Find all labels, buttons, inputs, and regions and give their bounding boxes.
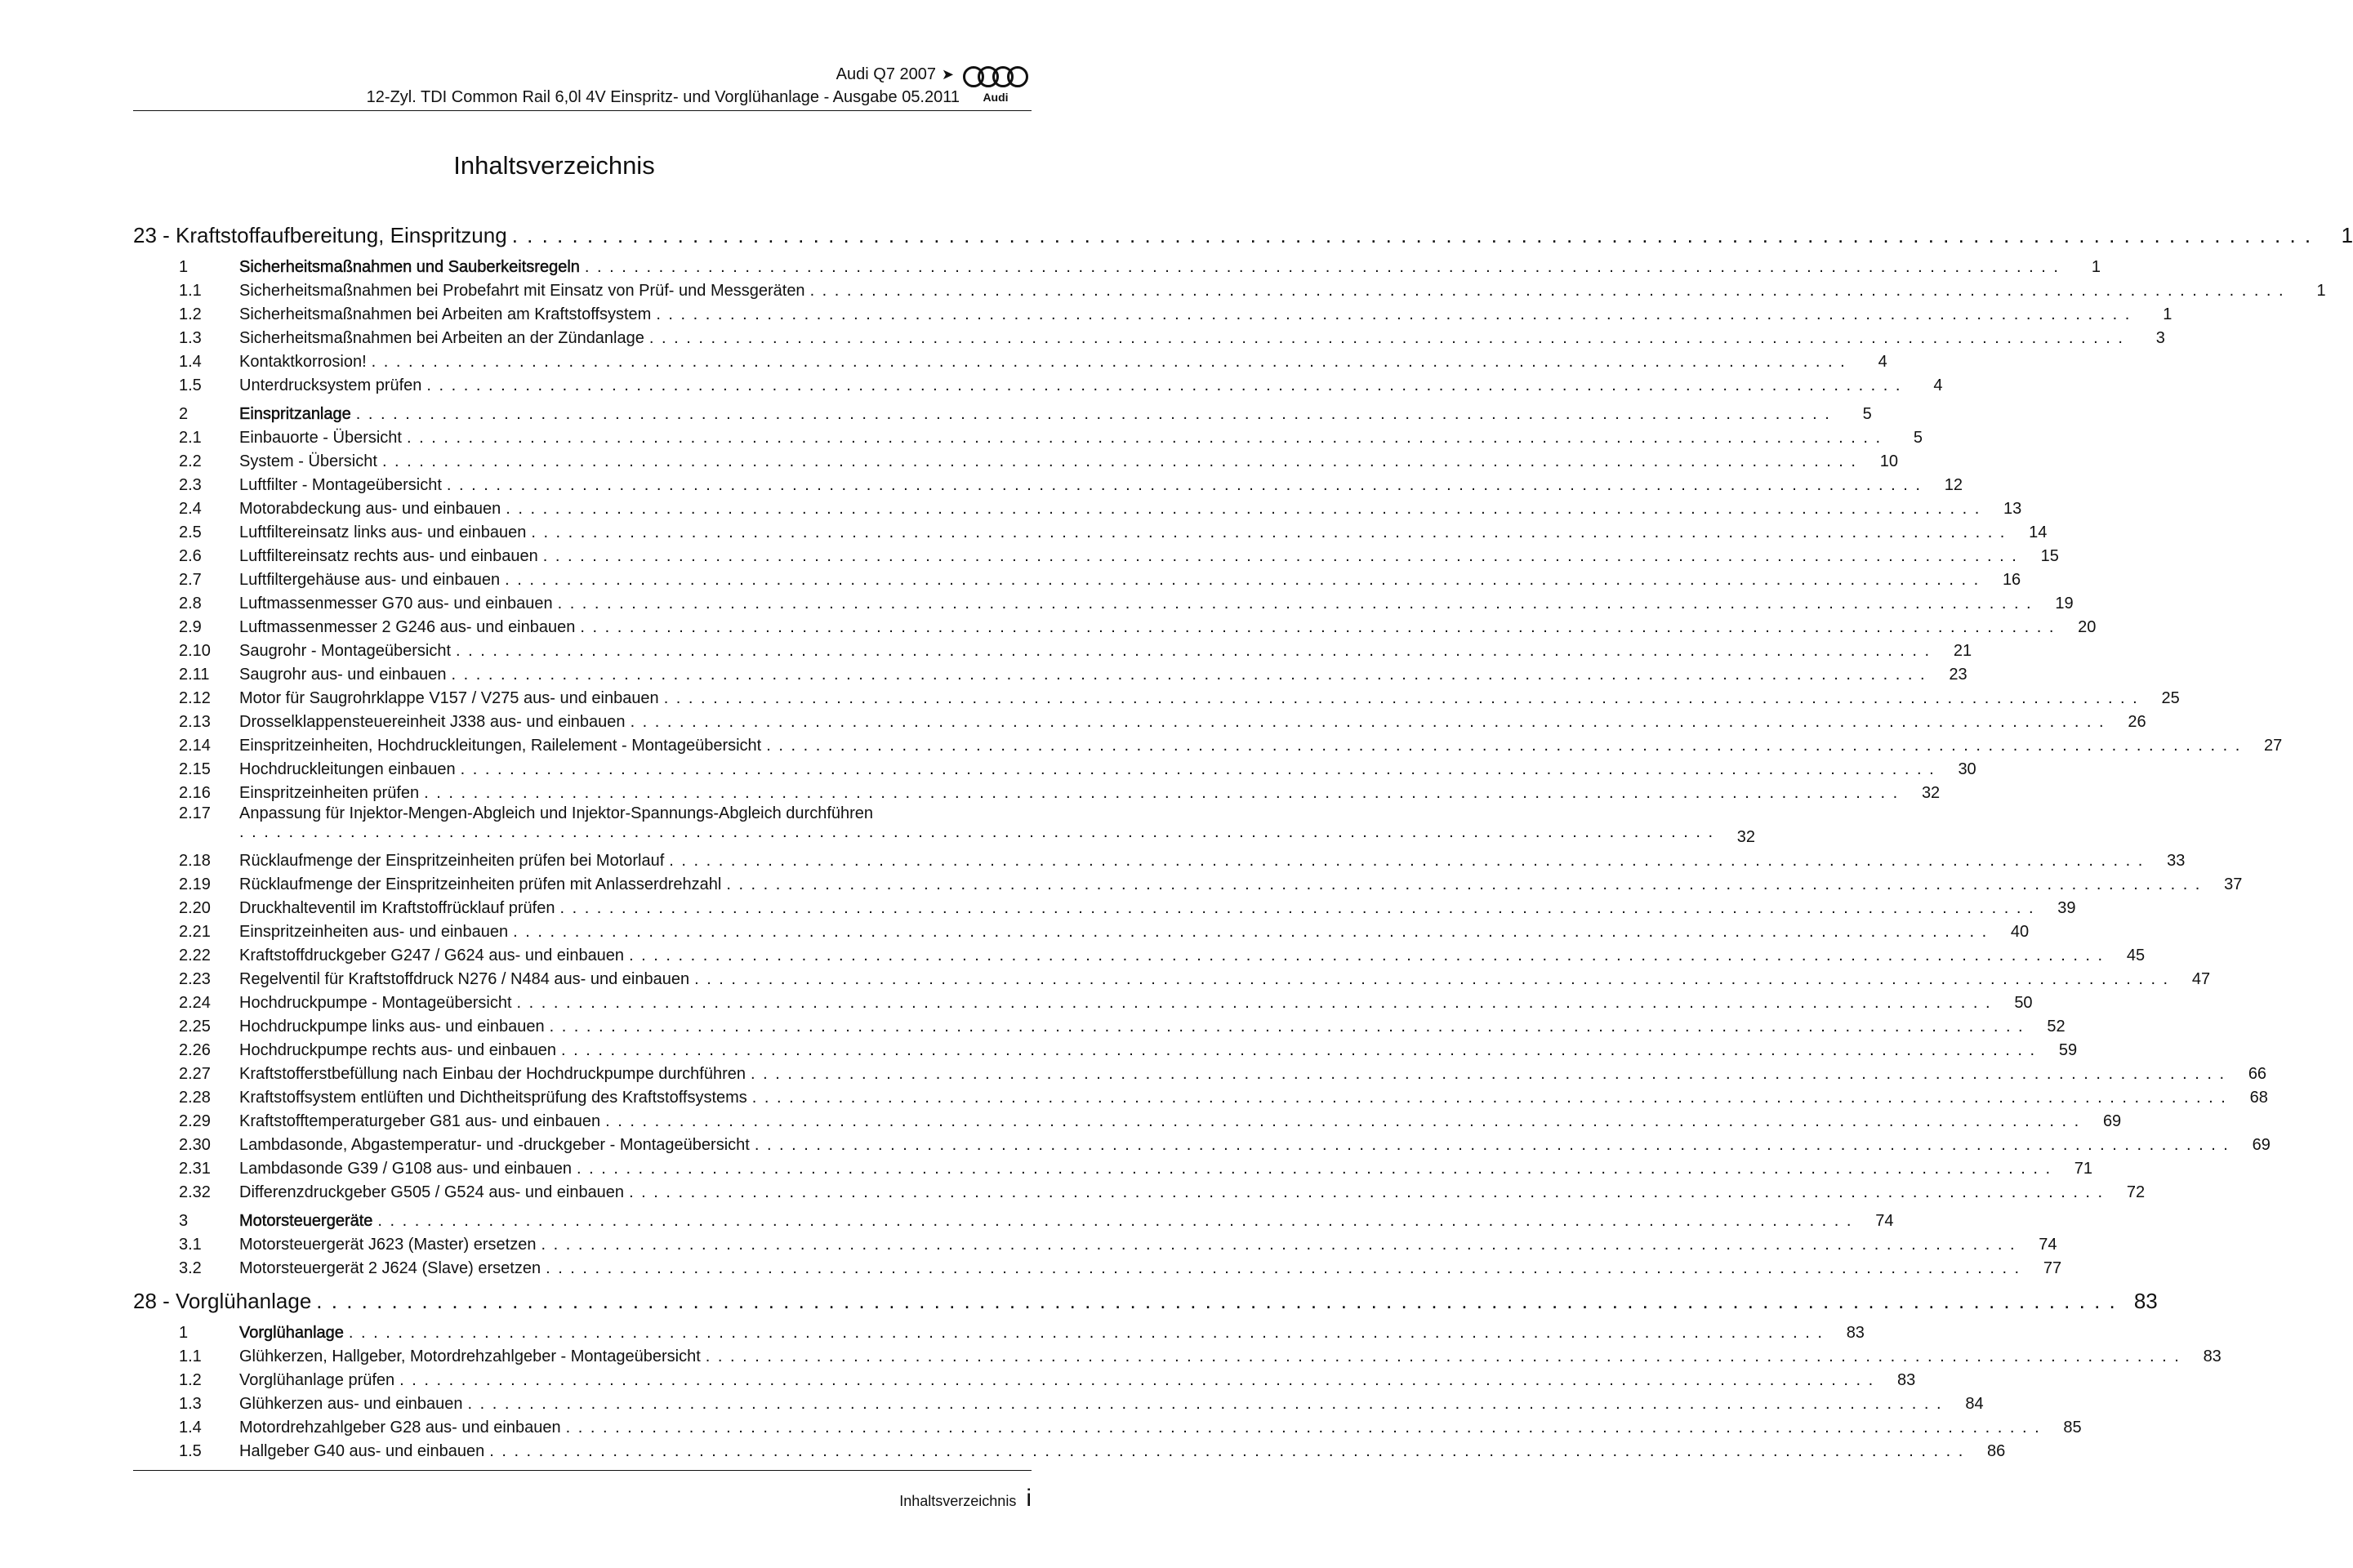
footer-label: Inhaltsverzeichnis bbox=[899, 1493, 1017, 1509]
toc-entry-number: 2.11 bbox=[179, 666, 210, 684]
toc-entry-number: 2.15 bbox=[179, 760, 211, 778]
toc-entry[interactable] bbox=[133, 847, 2186, 871]
toc-entry-title: Kraftstoffsystem entlüften und Dichtheitsprüfung des Kraftstoffsystems bbox=[239, 1089, 747, 1107]
toc-section[interactable] bbox=[133, 395, 1872, 424]
toc-entry-page: 74 bbox=[2039, 1236, 2057, 1254]
dot-leader: . . . . . . . . . . . . . . . . . . . . . . . . . . . . . . . . . . . . . . . . . . . . . . . . . . . . . . . . . . . . . . . . . . . . . . . . . . . . . . . . . . . . . . . . . . . . . . . . . . . . . . . . . . . . . . . . . . . . . . . . bbox=[399, 1371, 1875, 1389]
dot-leader: . . . . . . . . . . . . . . . . . . . . . . . . . . . . . . . . . . . . . . . . . . . . . . . . . . . . . . . . . . . . . . . . . . . . . . . . . . . . . . . . . . . . . . . . . . . . . . . . . . . . . . . . . . . . . . . . . . . . . . . . bbox=[656, 305, 2132, 323]
toc-entry-page: 1 bbox=[2316, 282, 2326, 300]
toc-entry[interactable] bbox=[133, 301, 2173, 324]
toc-entry-page: 39 bbox=[2057, 899, 2076, 917]
toc-entry-number: 2.18 bbox=[179, 852, 211, 870]
toc-section[interactable] bbox=[133, 1202, 1894, 1231]
toc-entry-title: 23 - Kraftstoffaufbereitung, Einspritzung bbox=[133, 223, 507, 247]
toc-entry-number: 2.24 bbox=[179, 994, 211, 1012]
toc-entry-title: Sicherheitsmaßnahmen bei Probefahrt mit Einsatz von Prüf- und Messgeräten bbox=[239, 282, 805, 300]
toc-entry-number: 2.1 bbox=[179, 429, 202, 447]
toc-entry-number: 2.29 bbox=[179, 1112, 211, 1130]
toc-entry-number: 2.2 bbox=[179, 452, 202, 470]
toc-entry[interactable] bbox=[133, 372, 1943, 395]
toc-entry-title: Lambdasonde G39 / G108 aus- und einbauen bbox=[239, 1160, 572, 1178]
page-footer bbox=[899, 1485, 1032, 1512]
toc-entry-number: 2.20 bbox=[179, 899, 211, 917]
dot-leader: . . . . . . . . . . . . . . . . . . . . . . . . . . . . . . . . . . . . . . . . . . . . . . . . . . . . . . . . . . . . . . . . . . . . . . . . . . . . . . . . . . . . . . . . . . . . . . . . . . . . . . . . . . . . . . . . . . . . . . . . bbox=[705, 1348, 2181, 1365]
dot-leader: . . . . . . . . . . . . . . . . . . . . . . . . . . . . . . . . . . . . . . . . . . . . . . . . . . . . . . . . . . . . . . . . . . . . . . . . . . . . . . . . . . . . . . . . . . . . . . . . . . . . . . . . . . . . . . . . . . . . . . . . bbox=[460, 760, 1936, 778]
toc-entry[interactable] bbox=[133, 1437, 2006, 1461]
header-divider bbox=[133, 110, 1032, 111]
dot-leader: . . . . . . . . . . . . . . . . . . . . . . . . . . . . . . . . . . . . . . . . . . . . . . . . . . . . . . . . . . . . . . . . . . . . . . . . . . . . . . . . . . . . . . . . . . . . . . . . . . . . . . . . . . . . . . . . . . . . . . . . bbox=[565, 1419, 2041, 1437]
dot-leader: . . . . . . . . . . . . . . . . . . . . . . . . . . . . . . . . . . . . . . . . . . . . . . . . . . . . . . . . . . . . . . . . . . . . . . . . . . . . . . . . . . . . . . . . . . . . . . . . . . . . . . . . . . . . . . . . . . . . . . . . bbox=[766, 737, 2242, 755]
toc-entry-page: 14 bbox=[2029, 523, 2048, 541]
toc-entry-page: 27 bbox=[2264, 737, 2283, 755]
toc-entry[interactable] bbox=[133, 1107, 2122, 1131]
toc-entry[interactable] bbox=[133, 1013, 2066, 1036]
toc-entry-number: 1.4 bbox=[179, 353, 202, 371]
toc-entry-number: 3.1 bbox=[179, 1236, 202, 1254]
toc-entry-page: 26 bbox=[2128, 713, 2146, 731]
toc-entry[interactable] bbox=[133, 324, 2165, 348]
footer-divider bbox=[133, 1470, 1032, 1471]
dot-leader: . . . . . . . . . . . . . . . . . . . . . . . . . . . . . . . . . . . . . . . . . . . . . . . . . . . . . . . . . . . . . . . . . . . . . . . . . . . . . . . . . . . . . . . . . . . . . . . . . . . . . . . . . . . . . . . . . . . . . . . . bbox=[648, 329, 2124, 347]
dot-leader: . . . . . . . . . . . . . . . . . . . . . . . . . . . . . . . . . . . . . . . . . . . . . . . . . . . . . . . . . . . . . . . . . . . . . . . . . . . . . . . . . . . . . . . . . . . . . . . . . . . . . . . . . . . . . . . . . . . . . . . . bbox=[669, 852, 2145, 870]
toc-entry-number: 1.1 bbox=[179, 1348, 202, 1365]
toc-entry[interactable] bbox=[133, 424, 1923, 448]
toc-entry-page: 83 bbox=[1846, 1324, 1865, 1342]
dot-leader: . . . . . . . . . . . . . . . . . . . . . . . . . . . . . . . . . . . . . . . . . . . . . . . . . . . . . . . . . . . . . . . . . . . . . . . . . . . . . . . . . . . . . . . . . . . . . . . . . . . . . . . . . . . . . . . . . . . . . . . . bbox=[371, 353, 1847, 371]
toc-entry-title: Einspritzanlage bbox=[239, 405, 351, 423]
toc-entry-page: 68 bbox=[2249, 1089, 2268, 1107]
toc-entry-number: 2.17 bbox=[179, 804, 211, 822]
dot-leader: . . . . . . . . . . . . . . . . . . . . . . . . . . . . . . . . . . . . . . . . . . . . . . . . . . . . . . . . . . . . . . . . . . . . . . . . . . . . . . . . . . . . . . . . . . . . . . . . . . . . . . . . . . . . . . . . . . . . . . . . bbox=[559, 899, 2035, 917]
toc-entry-title: Unterdrucksystem prüfen bbox=[239, 376, 422, 394]
toc-entry-page: 85 bbox=[2063, 1419, 2082, 1437]
dot-leader: . . . . . . . . . . . . . . . . . . . . . . . . . . . . . . . . . . . . . . . . . . . . . . . . . . . . . . . . . . . . . . . . . . . . . . . . . . . . . . . . . . . . . . . . . . . . . . . . . . . . . . . . . . . . . . . . . . . . . . . . bbox=[629, 947, 2105, 964]
toc-entry-title: Kraftstoffdruckgeber G247 / G624 aus- und einbauen bbox=[239, 947, 625, 964]
toc-entry-number: 1.2 bbox=[179, 1371, 202, 1389]
toc-entry[interactable] bbox=[133, 942, 2146, 965]
toc-entry[interactable] bbox=[133, 755, 1976, 779]
toc-entry-title: Motorsteuergerät 2 J624 (Slave) ersetzen bbox=[239, 1259, 541, 1277]
toc-entry-title: Motordrehzahlgeber G28 aus- und einbauen bbox=[239, 1419, 561, 1437]
toc-entry-title: Luftfiltereinsatz links aus- und einbauen bbox=[239, 523, 527, 541]
toc-entry[interactable] bbox=[133, 590, 2074, 613]
toc-entry-title: Sicherheitsmaßnahmen bei Arbeiten an der Zündanlage bbox=[239, 329, 644, 347]
toc-entry[interactable] bbox=[133, 1414, 2082, 1437]
toc-entry[interactable] bbox=[133, 918, 2030, 942]
toc-entry[interactable] bbox=[133, 1060, 2267, 1084]
toc-entry-page: 71 bbox=[2074, 1160, 2093, 1178]
toc-entry[interactable] bbox=[133, 661, 1968, 684]
toc-entry-title: Luftmassenmesser 2 G246 aus- und einbauen bbox=[239, 618, 576, 636]
toc-entry[interactable] bbox=[133, 871, 2243, 894]
toc-entry-page: 4 bbox=[1933, 376, 1943, 394]
toc-entry-title: Hochdruckpumpe rechts aus- und einbauen bbox=[239, 1041, 557, 1059]
toc-entry-number: 1.2 bbox=[179, 305, 202, 323]
toc-entry-page: 37 bbox=[2224, 875, 2243, 893]
dot-leader: . . . . . . . . . . . . . . . . . . . . . . . . . . . . . . . . . . . . . . . . . . . . . . . . . . . . . . . . . . . . . . . . . . . . . . . . . . . . . . . . . . . . . . . . . . . . . . . . . . . . . . . . . . . . . . . . . . . . . . . . bbox=[489, 1442, 1965, 1460]
toc-section[interactable] bbox=[133, 248, 2101, 277]
dot-leader: . . . . . . . . . . . . . . . . . . . . . . . . . . . . . . . . . . . . . . . . . . . . . . . . . . . . . . . . . . . . . . . . . . . . . . . . . . . . . . . . . . . . . . . . . . . . . . . . . . . . . . . . . . . . . . . . . . . . . . . . bbox=[605, 1112, 2081, 1130]
toc-entry-number: 2.25 bbox=[179, 1018, 211, 1036]
logo-wordmark: Audi bbox=[983, 91, 1009, 104]
toc-entry-number: 1.4 bbox=[179, 1419, 202, 1437]
dot-leader: . . . . . . . . . . . . . . . . . . . . . . . . . . . . . . . . . . . . . . . . . . . . . . . . . . . . . . . . . . . . . . . . . . . . . . . . . . . . . . . . . . . . . . . . . . . . . . . . . . . . . . . . . . . . . . . . . . . . . . . . bbox=[694, 970, 2170, 988]
header-model: Audi Q7 2007 bbox=[836, 65, 936, 83]
toc-entry-title: Anpassung für Injektor-Mengen-Abgleich und Injektor-Spannungs-Abgleich durchführen bbox=[239, 804, 874, 822]
toc-entry-number: 2.6 bbox=[179, 547, 202, 565]
toc-entry[interactable] bbox=[133, 277, 2326, 301]
dot-leader: . . . . . . . . . . . . . . . . . . . . . . . . . . . . . . . . . . . . . . . . . . . . . . . . . . . . . . . . . . . . . . . . . . . . . . . . . . . . . . . . . . . . . . . . . . . . . . . . . . . . . . . . . . . . . . . . . . . . . . . . bbox=[542, 547, 2018, 565]
audi-logo-icon bbox=[961, 64, 1032, 105]
toc-entry-title: Motorsteuergeräte bbox=[239, 1212, 373, 1230]
toc-entry-page: 25 bbox=[2161, 689, 2180, 707]
dot-leader: . . . . . . . . . . . . . . . . . . . . . . . . . . . . . . . . . . . . . . . . . . . . . . . . . . . . . . . . . . . . . . . . . . . . . . . . . . . . . . . . . . . . . . . . . . . . . . . . . . . . . . . . . . . . . . . . . . . . . . . . bbox=[456, 642, 1932, 660]
toc-entry-page: 10 bbox=[1879, 452, 1898, 470]
toc-entry-title: Hallgeber G40 aus- und einbauen bbox=[239, 1442, 485, 1460]
toc-entry-number: 2.32 bbox=[179, 1183, 211, 1201]
toc-entry-title: Glühkerzen, Hallgeber, Motordrehzahlgeber - Montageübersicht bbox=[239, 1348, 701, 1365]
toc-entry[interactable] bbox=[133, 708, 2146, 732]
footer-page-number: i bbox=[1026, 1485, 1032, 1512]
toc-entry-title: Motorabdeckung aus- und einbauen bbox=[239, 500, 501, 518]
page-header bbox=[133, 64, 1032, 109]
toc-entry-title: System - Übersicht bbox=[239, 452, 377, 470]
toc-entry-title: Kontaktkorrosion! bbox=[239, 353, 367, 371]
toc-entry-title: Motorsteuergerät J623 (Master) ersetzen bbox=[239, 1236, 537, 1254]
toc-entry-number: 2.7 bbox=[179, 571, 202, 589]
dot-leader: . . . . . . . . . . . . . . . . . . . . . . . . . . . . . . . . . . . . . . . . . . . . . . . . . . . . . . . . . . . . . . . . . . . . . . . . . . . . . . . . . . . . . . . . . . . . . . . . . . . . . . . . . . . . . . . . . . . . . . . . bbox=[580, 618, 2056, 636]
toc-entry-page: 3 bbox=[2155, 329, 2165, 347]
toc-entry[interactable] bbox=[133, 1155, 2093, 1178]
toc-entry-title: Saugrohr aus- und einbauen bbox=[239, 666, 447, 684]
toc-entry-title: Kraftstofferstbefüllung nach Einbau der Hochdruckpumpe durchführen bbox=[239, 1065, 746, 1083]
toc-entry-page: 72 bbox=[2126, 1183, 2146, 1201]
toc-entry-number: 2.31 bbox=[179, 1160, 211, 1178]
toc-entry-page: 4 bbox=[1878, 353, 1887, 371]
dot-leader: . . . . . . . . . . . . . . . . . . . . . . . . . . . . . . . . . . . . . . . . . . . . . . . . . . . . . . . . . . . . . . . . . . . . . . . . . . . . . . . . . . . . . . . . . . . . . . . . . . . . . . . . . . . . . . . . . . . . . . . . bbox=[355, 405, 1831, 423]
toc-entry-title: 28 - Vorglühanlage bbox=[133, 1289, 312, 1313]
dot-leader: . . . . . . . . . . . . . . . . . . . . . . . . . . . . . . . . . . . . . . . . . . . . . . . . . . . . . . . . . . . . . . . . . . . . . . . . . . . . . . . . . . . . . . . . . . . . . . . . . . . . . . . . . . . . . . . . . . . . . . . . bbox=[377, 1212, 1853, 1230]
toc-entry-number: 2.8 bbox=[179, 595, 202, 612]
toc-entry[interactable] bbox=[133, 566, 2021, 590]
dot-leader: . . . . . . . . . . . . . . . . . . . . . . . . . . . . . . . . . . . . . . . . . . . . . . . . . . . . . . . . . . . . . . . . . . . . . . . . . . . . . . . . . . . . . . . . . . . . . . . . . . . . . . . . . . . . . . . . . . . . . . . . bbox=[424, 784, 1900, 802]
toc-entry-page: 86 bbox=[1987, 1442, 2006, 1460]
toc-entry-page: 5 bbox=[1913, 429, 1923, 447]
toc-entry-page: 84 bbox=[1965, 1395, 1984, 1413]
toc-entry-number: 2.5 bbox=[179, 523, 202, 541]
toc-entry-title: Einspritzeinheiten prüfen bbox=[239, 784, 420, 802]
header-subtitle: 12-Zyl. TDI Common Rail 6,0l 4V Einspritz- und Vorglühanlage - Ausgabe 05.2011 bbox=[366, 88, 960, 106]
dot-leader: . . . . . . . . . . . . . . . . . . . . . . . . . . . . . . . . . . . . . . . . . . . . . . . . . . . . . . . . . . . . . . . . . . . . . . . . . . . . . . . . . . . . . . . . . . . . . . . . . . . . . . . . . . . . . . . . . . . . . . . . bbox=[751, 1089, 2227, 1107]
toc-entry-title: Druckhalteventil im Kraftstoffrücklauf prüfen bbox=[239, 899, 555, 917]
toc-entry[interactable] bbox=[133, 448, 1898, 471]
toc-entry-number: 2.28 bbox=[179, 1089, 211, 1107]
toc-entry-page: 1 bbox=[2091, 258, 2101, 276]
toc-entry-number: 3.2 bbox=[179, 1259, 202, 1277]
toc-entry-number: 2.14 bbox=[179, 737, 211, 755]
dot-leader: . . . . . . . . . . . . . . . . . . . . . . . . . . . . . . . . . . . . . . . . . . . . . . . . . . . . . . . . . . . . . . . . . . . . . . . . . . . . . . . . . . . . . . . . . . . . . . . . . . . . . . . . . . . . . . . . . . . . . . . . bbox=[546, 1259, 2021, 1277]
dot-leader: . . . . . . . . . . . . . . . . . . . . . . . . . . . . . . . . . . . . . . . . . . . . . . . . . . . . . . . . . . . . . . . . . . . . . . . . . . . . . . . . . . . . . . . . . . . . . . . . . . . . . . . . . . . . . . . . . . . . . . . . bbox=[754, 1136, 2230, 1154]
toc-entry-title: Sicherheitsmaßnahmen bei Arbeiten am Kraftstoffsystem bbox=[239, 305, 652, 323]
toc-entry[interactable] bbox=[133, 471, 1963, 495]
toc-entry-title: Luftfilter - Montageübersicht bbox=[239, 476, 442, 494]
toc-entry-number: 2.13 bbox=[179, 713, 211, 731]
toc-entry-title: Luftfiltereinsatz rechts aus- und einbauen bbox=[239, 547, 538, 565]
toc-entry-page: 1 bbox=[2341, 223, 2353, 247]
toc-entry[interactable] bbox=[133, 732, 2283, 755]
toc-entry-page: 16 bbox=[2002, 571, 2021, 589]
toc-entry-title: Rücklaufmenge der Einspritzeinheiten prüfen mit Anlasserdrehzahl bbox=[239, 875, 722, 893]
toc-entry[interactable] bbox=[133, 1084, 2268, 1107]
toc-entry[interactable] bbox=[133, 348, 1887, 372]
dot-leader: . . . . . . . . . . . . . . . . . . . . . . . . . . . . . . . . . . . . . . . . . . . . . . . . . . . . . . . . . . . . . . . . . . . . . . . . . . . . . . . . . . . . . . . . . . . . . . . . . . . . . . . . . . . . . . . . . . . . . . . . bbox=[531, 523, 2007, 541]
toc-entry-title: Drosselklappensteuereinheit J338 aus- und einbauen bbox=[239, 713, 626, 731]
toc-entry-title: Vorglühanlage prüfen bbox=[239, 1371, 395, 1389]
toc-entry-number: 2.10 bbox=[179, 642, 211, 660]
toc-entry-page: 30 bbox=[1958, 760, 1976, 778]
toc-entry-title: Saugrohr - Montageübersicht bbox=[239, 642, 452, 660]
toc-entry[interactable] bbox=[133, 684, 2180, 708]
toc-entry-title: Sicherheitsmaßnahmen und Sauberkeitsregeln bbox=[239, 258, 580, 276]
dot-leader: . . . . . . . . . . . . . . . . . . . . . . . . . . . . . . . . . . . . . . . . . . . . . . . . . . . . . . . . . . . . . . . . . . . . . . . . . . . . . . . . . . . . . . . . . . . . . . . . . . . . . . . . . . . . . . . . . . . . . . . . bbox=[348, 1324, 1824, 1342]
toc-entry-number: 1 bbox=[179, 258, 189, 276]
toc-entry[interactable] bbox=[133, 989, 2033, 1013]
toc-entry-title: Differenzdruckgeber G505 / G524 aus- und einbauen bbox=[239, 1183, 625, 1201]
dot-leader: . . . . . . . . . . . . . . . . . . . . . . . . . . . . . . . . . . . . . . . . . . . . . . . . . . . . . . . . . . . . . . . . . . . . . . . . . . . . . . . . . . . . . . . . . . . . . . . . . . . . . . . . . . . . . . . . . . . . . . . . bbox=[663, 689, 2139, 707]
toc-entry-number: 2.9 bbox=[179, 618, 202, 636]
dot-leader: . . . . . . . . . . . . . . . . . . . . . . . . . . . . . . . . . . . . . . . . . . . . . . . . . . . . . . . . . . . . . . . . . . . . . . . . . . . . . . . . . . . . . . . . . . . . . . . . . . . . . . . . . . . . . . . . . . . . . . . . bbox=[451, 666, 1927, 684]
toc-entry-title: Einspritzeinheiten aus- und einbauen bbox=[239, 923, 509, 941]
dot-leader: . . . . . . . . . . . . . . . . . . . . . . . . . . . . . . . . . . . . . . . . . . . . . . . . . . . . . . . . . . . . . . . . . . . . . . . . . . . . . . . . . . . . . . . . . . . . . . . . . . . . . . . . . . . . . . . . . . . . . . . . bbox=[239, 823, 1715, 841]
toc-section[interactable] bbox=[133, 1314, 1865, 1343]
toc-entry-number: 2.26 bbox=[179, 1041, 211, 1059]
dot-leader: . . . . . . . . . . . . . . . . . . . . . . . . . . . . . . . . . . . . . . . . . . . . . . . . . . . . . . . . . . . . . . . . . . . . . . . . . . . . . . . . . . . . . . . . . . . . . . . . . . . . . . . . . . . . . . . . . . . . . . . . bbox=[630, 713, 2106, 731]
toc-entry[interactable] bbox=[133, 1390, 1984, 1414]
toc-entry-number: 2.16 bbox=[179, 784, 211, 802]
toc-entry-number: 2.27 bbox=[179, 1065, 211, 1083]
toc-entry-page: 19 bbox=[2055, 595, 2074, 612]
toc-entry-page: 52 bbox=[2047, 1018, 2066, 1036]
toc-entry-number: 2.3 bbox=[179, 476, 202, 494]
toc-entry[interactable] bbox=[133, 1254, 2062, 1278]
toc-entry-title: Luftmassenmesser G70 aus- und einbauen bbox=[239, 595, 553, 612]
toc-entry-page: 40 bbox=[2010, 923, 2030, 941]
toc-entry-number: 2.23 bbox=[179, 970, 211, 988]
toc-chapter[interactable] bbox=[133, 212, 2353, 248]
toc-entry-page: 33 bbox=[2167, 852, 2186, 870]
toc-entry-number: 2.30 bbox=[179, 1136, 211, 1154]
toc-entry-page: 74 bbox=[1875, 1212, 1894, 1230]
toc-entry-title: Luftfiltergehäuse aus- und einbauen bbox=[239, 571, 501, 589]
toc-entry-number: 1 bbox=[179, 1324, 189, 1342]
toc-entry-page: 32 bbox=[1736, 828, 1756, 846]
toc-entry[interactable] bbox=[133, 1131, 2271, 1155]
toc-entry[interactable] bbox=[133, 1343, 2222, 1366]
toc-entry[interactable] bbox=[133, 779, 1941, 803]
table-of-contents bbox=[133, 212, 2353, 1461]
dot-leader: . . . . . . . . . . . . . . . . . . . . . . . . . . . . . . . . . . . . . . . . . . . . . . . . . . . . . . . . . . . . . . . . . . . . . . . . . . . . . . . . . . . . . . . . . . . . . . . . . . . . . . . . . . . . . . . . . . . . . . . . bbox=[549, 1018, 2025, 1036]
toc-entry-title: Regelventil für Kraftstoffdruck N276 / N484 aus- und einbauen bbox=[239, 970, 690, 988]
toc-entry[interactable] bbox=[133, 1178, 2146, 1202]
dot-leader: . . . . . . . . . . . . . . . . . . . . . . . . . . . . . . . . . . . . . . . . . . . . . . . . . . . . . . . . . . . . . . . . . . . . . . . . . . . . . . . . . . . . . . . . . . . . . . . . . . . . . . . . . . . . . . . . . . . . . . . . bbox=[726, 875, 2202, 893]
toc-entry-page: 13 bbox=[2003, 500, 2022, 518]
toc-entry-number: 2.12 bbox=[179, 689, 211, 707]
dot-leader: . . . . . . . . . . . . . . . . . . . . . . . . . . . . . . . . . . . . . . . . . . . . . . . . . . . . . . . . . . . . . . . . . . . . . . . . . . . . . . . . . . . . . . . . . . . . . . . . . . . . . . . . . . . . . . . . . . . . . . . . bbox=[511, 223, 2313, 247]
dot-leader: . . . . . . . . . . . . . . . . . . . . . . . . . . . . . . . . . . . . . . . . . . . . . . . . . . . . . . . . . . . . . . . . . . . . . . . . . . . . . . . . . . . . . . . . . . . . . . . . . . . . . . . . . . . . . . . . . . . . . . . . bbox=[561, 1041, 2037, 1059]
dot-leader: . . . . . . . . . . . . . . . . . . . . . . . . . . . . . . . . . . . . . . . . . . . . . . . . . . . . . . . . . . . . . . . . . . . . . . . . . . . . . . . . . . . . . . . . . . . . . . . . . . . . . . . . . . . . . . . . . . . . . . . . bbox=[426, 376, 1902, 394]
toc-entry-page: 59 bbox=[2058, 1041, 2078, 1059]
dot-leader: . . . . . . . . . . . . . . . . . . . . . . . . . . . . . . . . . . . . . . . . . . . . . . . . . . . . . . . . . . . . . . . . . . . . . . . . . . . . . . . . . . . . . . . . . . . . . . . . . . . . . . . . . . . . . . . . . . . . . . . . bbox=[446, 476, 1922, 494]
toc-entry-title: Hochdruckpumpe links aus- und einbauen bbox=[239, 1018, 545, 1036]
toc-entry-title: Rücklaufmenge der Einspritzeinheiten prüfen bei Motorlauf bbox=[239, 852, 665, 870]
toc-entry-number: 2.19 bbox=[179, 875, 211, 893]
toc-entry-number: 1.3 bbox=[179, 1395, 202, 1413]
dot-leader: . . . . . . . . . . . . . . . . . . . . . . . . . . . . . . . . . . . . . . . . . . . . . . . . . . . . . . . . . . . . . . . . . . . . . . . . . . . . . . . . . . . . . . . . . . . . . . . . . . . . . . . . . . . . . . . . . . . . . . . . bbox=[467, 1395, 1943, 1413]
toc-entry[interactable] bbox=[133, 542, 2059, 566]
toc-entry-page: 23 bbox=[1949, 666, 1968, 684]
toc-entry-page: 47 bbox=[2191, 970, 2211, 988]
toc-entry[interactable] bbox=[133, 495, 2022, 519]
toc-entry-title: Kraftstofftemperaturgeber G81 aus- und einbauen bbox=[239, 1112, 601, 1130]
toc-entry-page: 32 bbox=[1921, 784, 1941, 802]
toc-entry-title: Hochdruckleitungen einbauen bbox=[239, 760, 456, 778]
dot-leader: . . . . . . . . . . . . . . . . . . . . . . . . . . . . . . . . . . . . . . . . . . . . . . . . . . . . . . . . . . . . . . . . . . . . . . . . . . . . . . . . . . . . . . . . . . . . . . . . . . . . . . . . . . . . . . . . . . . . . . . . bbox=[516, 994, 1992, 1012]
toc-entry-title: Hochdruckpumpe - Montageübersicht bbox=[239, 994, 512, 1012]
arrow-right-icon: ➤ bbox=[941, 66, 954, 82]
toc-entry-page: 83 bbox=[2133, 1289, 2158, 1313]
dot-leader: . . . . . . . . . . . . . . . . . . . . . . . . . . . . . . . . . . . . . . . . . . . . . . . . . . . . . . . . . . . . . . . . . . . . . . . . . . . . . . . . . . . . . . . . . . . . . . . . . . . . . . . . . . . . . . . . . . . . . . . . bbox=[381, 452, 1857, 470]
toc-entry-page: 15 bbox=[2040, 547, 2059, 565]
toc-entry-title: Motor für Saugrohrklappe V157 / V275 aus- und einbauen bbox=[239, 689, 659, 707]
toc-entry-page: 83 bbox=[1896, 1371, 1916, 1389]
toc-entry[interactable] bbox=[133, 894, 2076, 918]
toc-entry-page: 12 bbox=[1944, 476, 1963, 494]
toc-entry-title: Einspritzeinheiten, Hochdruckleitungen, Railelement - Montageübersicht bbox=[239, 737, 762, 755]
toc-entry-page: 77 bbox=[2043, 1259, 2062, 1277]
toc-entry-number: 2.21 bbox=[179, 923, 211, 941]
toc-entry-number: 2.22 bbox=[179, 947, 211, 964]
dot-leader: . . . . . . . . . . . . . . . . . . . . . . . . . . . . . . . . . . . . . . . . . . . . . . . . . . . . . . . . . . . . . . . . . . . . . . . . . . . . . . . . . . . . . . . . . . . . . . . . . . . . . . . . . . . . . . . . . . . . . . . . bbox=[406, 429, 1883, 447]
toc-entry[interactable] bbox=[133, 1231, 2057, 1254]
toc-entry[interactable] bbox=[133, 613, 2097, 637]
dot-leader: . . . . . . . . . . . . . . . . . . . . . . . . . . . . . . . . . . . . . . . . . . . . . . . . . . . . . . . . . . . . . . . . . . . . . . . . . . . . . . . . . . . . . . . . . . . . . . . . . . . . . . . . . . . . . . . . . . . . . . . . bbox=[557, 595, 2033, 612]
toc-entry-number: 2.4 bbox=[179, 500, 202, 518]
toc-entry-number: 1.3 bbox=[179, 329, 202, 347]
toc-entry[interactable] bbox=[133, 637, 1972, 661]
dot-leader: . . . . . . . . . . . . . . . . . . . . . . . . . . . . . . . . . . . . . . . . . . . . . . . . . . . . . . . . . . . . . . . . . . . . . . . . . . . . . . . . . . . . . . . . . . . . . . . . . . . . . . . . . . . . . . . . . . . . . . . . bbox=[541, 1236, 2017, 1254]
dot-leader: . . . . . . . . . . . . . . . . . . . . . . . . . . . . . . . . . . . . . . . . . . . . . . . . . . . . . . . . . . . . . . . . . . . . . . . . . . . . . . . . . . . . . . . . . . . . . . . . . . . . . . . . . . . . . . . . . . . . . . . . bbox=[505, 571, 1981, 589]
dot-leader: . . . . . . . . . . . . . . . . . . . . . . . . . . . . . . . . . . . . . . . . . . . . . . . . . . . . . . . . . . . . . . . . . . . . . . . . . . . . . . . . . . . . . . . . . . . . . . . . . . . . . . . . . . . . . . . . . . . . . . . . bbox=[629, 1183, 2105, 1201]
toc-entry[interactable] bbox=[133, 1366, 1916, 1390]
toc-entry-number: 3 bbox=[179, 1212, 189, 1230]
toc-entry-number: 1.5 bbox=[179, 1442, 202, 1460]
toc-entry[interactable] bbox=[133, 803, 1756, 847]
toc-entry-page: 69 bbox=[2252, 1136, 2271, 1154]
page-title: Inhaltsverzeichnis bbox=[453, 151, 655, 180]
toc-entry-page: 66 bbox=[2248, 1065, 2267, 1083]
toc-entry-title: Glühkerzen aus- und einbauen bbox=[239, 1395, 463, 1413]
toc-entry-number: 2 bbox=[179, 405, 189, 423]
toc-entry-page: 50 bbox=[2014, 994, 2033, 1012]
toc-entry-page: 20 bbox=[2078, 618, 2097, 636]
dot-leader: . . . . . . . . . . . . . . . . . . . . . . . . . . . . . . . . . . . . . . . . . . . . . . . . . . . . . . . . . . . . . . . . . . . . . . . . . . . . . . . . . . . . . . . . . . . . . . . . . . . . . . . . . . . . . . . . . . . . . . . . bbox=[506, 500, 1981, 518]
toc-entry-title: Einbauorte - Übersicht bbox=[239, 429, 402, 447]
toc-entry-number: 1.5 bbox=[179, 376, 202, 394]
toc-entry-title: Vorglühanlage bbox=[239, 1324, 344, 1342]
toc-entry[interactable] bbox=[133, 965, 2211, 989]
toc-entry-page: 69 bbox=[2102, 1112, 2122, 1130]
dot-leader: . . . . . . . . . . . . . . . . . . . . . . . . . . . . . . . . . . . . . . . . . . . . . . . . . . . . . . . . . . . . . . . . . . . . . . . . . . . . . . . . . . . . . . . . . . . . . . . . . . . . . . . . . . . . . . . . . . . . . . . . bbox=[576, 1160, 2052, 1178]
dot-leader: . . . . . . . . . . . . . . . . . . . . . . . . . . . . . . . . . . . . . . . . . . . . . . . . . . . . . . . . . . . . . . . . . . . . . . . . . . . . . . . . . . . . . . . . . . . . . . . . . . . . . . . . . . . . . . . . . . . . . . . . bbox=[513, 923, 1989, 941]
dot-leader: . . . . . . . . . . . . . . . . . . . . . . . . . . . . . . . . . . . . . . . . . . . . . . . . . . . . . . . . . . . . . . . . . . . . . . . . . . . . . . . . . . . . . . . . . . . . . . . . . . . . . . . . . . . . . . . . . . . . . . . . bbox=[809, 282, 2285, 300]
toc-entry-page: 83 bbox=[2203, 1348, 2222, 1365]
toc-entry[interactable] bbox=[133, 519, 2048, 542]
toc-entry-page: 5 bbox=[1862, 405, 1872, 423]
toc-chapter[interactable] bbox=[133, 1278, 2158, 1314]
toc-entry-page: 45 bbox=[2126, 947, 2146, 964]
dot-leader: . . . . . . . . . . . . . . . . . . . . . . . . . . . . . . . . . . . . . . . . . . . . . . . . . . . . . . . . . . . . . . . . . . . . . . . . . . . . . . . . . . . . . . . . . . . . . . . . . . . . . . . . . . . . . . . . . . . . . . . . bbox=[316, 1289, 2117, 1313]
toc-entry-page: 1 bbox=[2163, 305, 2173, 323]
dot-leader: . . . . . . . . . . . . . . . . . . . . . . . . . . . . . . . . . . . . . . . . . . . . . . . . . . . . . . . . . . . . . . . . . . . . . . . . . . . . . . . . . . . . . . . . . . . . . . . . . . . . . . . . . . . . . . . . . . . . . . . . bbox=[584, 258, 2060, 276]
toc-entry[interactable] bbox=[133, 1036, 2078, 1060]
toc-entry-title: Lambdasonde, Abgastemperatur- und -druckgeber - Montageübersicht bbox=[239, 1136, 750, 1154]
toc-entry-number: 1.1 bbox=[179, 282, 202, 300]
dot-leader: . . . . . . . . . . . . . . . . . . . . . . . . . . . . . . . . . . . . . . . . . . . . . . . . . . . . . . . . . . . . . . . . . . . . . . . . . . . . . . . . . . . . . . . . . . . . . . . . . . . . . . . . . . . . . . . . . . . . . . . . bbox=[751, 1065, 2226, 1083]
toc-entry-page: 21 bbox=[1953, 642, 1972, 660]
